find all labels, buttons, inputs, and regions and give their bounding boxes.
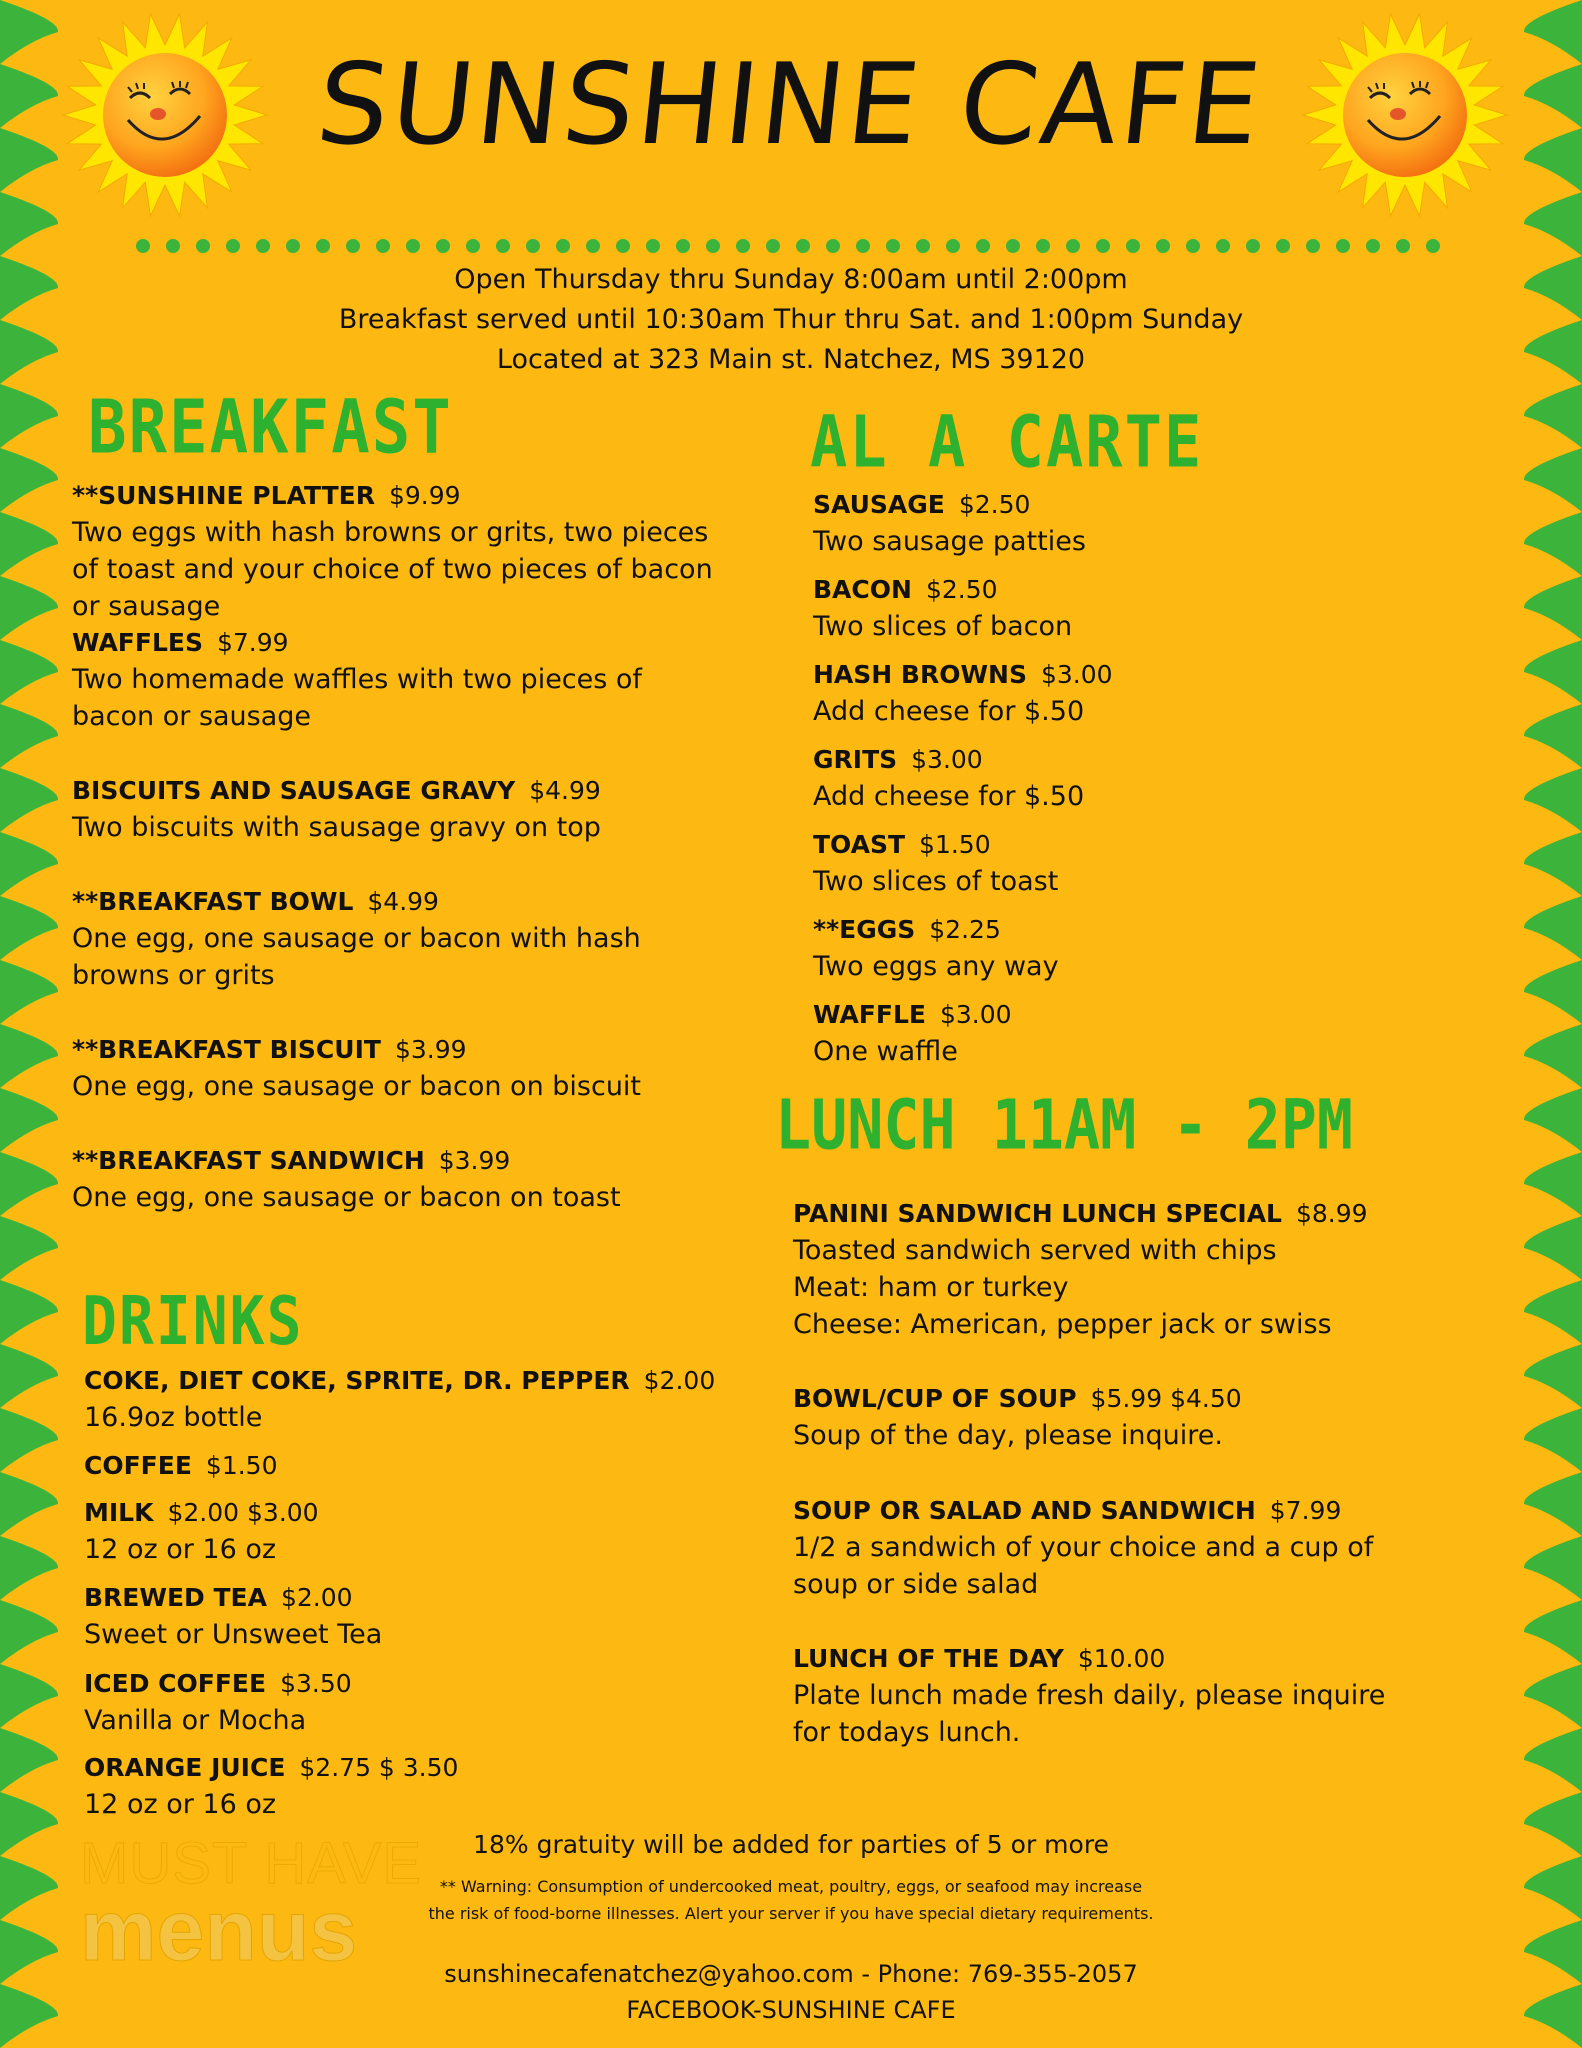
- item-price: $2.00: [643, 1366, 716, 1395]
- item-price: $10.00: [1077, 1644, 1166, 1673]
- divider-dot: [406, 239, 420, 253]
- menu-item: [72, 773, 732, 884]
- item-description: Two eggs any way: [813, 951, 1059, 982]
- item-price: $4.99: [529, 776, 601, 805]
- item-name: BISCUITS AND SAUSAGE GRAVY: [72, 776, 516, 805]
- divider-dot: [1306, 239, 1320, 253]
- menu-item: [72, 1143, 732, 1216]
- item-description: One waffle: [813, 1036, 958, 1067]
- menu-item: [793, 1493, 1413, 1641]
- divider-dot: [766, 239, 780, 253]
- item-name: LUNCH OF THE DAY: [793, 1644, 1064, 1673]
- divider-dot: [826, 239, 840, 253]
- item-price: $4.99: [367, 887, 439, 916]
- divider-dot: [1126, 239, 1140, 253]
- divider-dot: [346, 239, 360, 253]
- gratuity-note: 18% gratuity will be added for parties of 5 or more: [473, 1830, 1109, 1859]
- menu-item: [813, 657, 1373, 742]
- page-title: SUNSHINE CAFE: [310, 40, 1270, 170]
- item-description: Two biscuits with sausage gravy on top: [72, 812, 601, 843]
- item-description: Add cheese for $.50: [813, 696, 1085, 727]
- menu-item: [813, 572, 1373, 657]
- item-name: **BREAKFAST BISCUIT: [72, 1035, 381, 1064]
- hours-line: Open Thursday thru Sunday 8:00am until 2:00pm: [454, 264, 1128, 295]
- item-name: HASH BROWNS: [813, 660, 1027, 689]
- item-name: COFFEE: [84, 1451, 192, 1480]
- menu-item: [72, 478, 732, 625]
- item-price: $2.25: [929, 915, 1001, 944]
- divider-dot: [1336, 239, 1350, 253]
- item-description: Soup of the day, please inquire.: [793, 1420, 1223, 1451]
- menu-item: [72, 625, 732, 773]
- divider-dot: [1096, 239, 1110, 253]
- food-warning-line-2: the risk of food-borne illnesses. Alert your server if you have special dietary requirements.: [428, 1904, 1154, 1923]
- item-name: COKE, DIET COKE, SPRITE, DR. PEPPER: [84, 1366, 630, 1395]
- item-name: TOAST: [813, 830, 906, 859]
- item-name: **BREAKFAST BOWL: [72, 887, 354, 916]
- item-description: One egg, one sausage or bacon on biscuit: [72, 1071, 642, 1102]
- item-name: SOUP OR SALAD AND SANDWICH: [793, 1496, 1256, 1525]
- item-price: $3.00: [939, 1000, 1012, 1029]
- item-name: **BREAKFAST SANDWICH: [72, 1146, 425, 1175]
- divider-dot: [286, 239, 300, 253]
- divider-dot: [856, 239, 870, 253]
- divider-dot: [1246, 239, 1260, 253]
- item-name: BOWL/CUP OF SOUP: [793, 1384, 1077, 1413]
- item-price: $8.99: [1295, 1199, 1368, 1228]
- item-price: $2.00: [280, 1583, 353, 1612]
- divider-dot: [1036, 239, 1050, 253]
- item-price: $3.99: [394, 1035, 467, 1064]
- divider-dot: [736, 239, 750, 253]
- divider-dot: [1276, 239, 1290, 253]
- item-name: **EGGS: [813, 915, 916, 944]
- item-price: $7.99: [1269, 1496, 1342, 1525]
- menu-item: [793, 1381, 1413, 1493]
- item-description: 12 oz or 16 oz: [84, 1789, 277, 1820]
- contact-line: sunshinecafenatchez@yahoo.com - Phone: 769-355-2057: [444, 1960, 1138, 1988]
- item-price: $7.99: [216, 628, 289, 657]
- item-name: **SUNSHINE PLATTER: [72, 481, 375, 510]
- watermark-line-2: menus: [80, 1883, 358, 1979]
- divider-dot: [196, 239, 210, 253]
- item-name: BACON: [813, 575, 912, 604]
- breakfast-hours-line: Breakfast served until 10:30am Thur thru Sat. and 1:00pm Sunday: [338, 304, 1244, 335]
- lunch-list: [793, 1196, 1413, 1751]
- divider-dot: [706, 239, 720, 253]
- watermark-line-1: MUST HAVE: [80, 1831, 423, 1896]
- item-description: Vanilla or Mocha: [84, 1705, 307, 1736]
- divider-dot: [1216, 239, 1230, 253]
- item-description: Two eggs with hash browns or grits, two pieces of toast and your choice of two pieces of bacon or sausage: [72, 517, 713, 622]
- divider-dot: [976, 239, 990, 253]
- divider-dot: [466, 239, 480, 253]
- item-price: $3.50: [280, 1669, 352, 1698]
- divider-dot: [1366, 239, 1380, 253]
- divider-dot: [526, 239, 540, 253]
- item-name: SAUSAGE: [813, 490, 945, 519]
- divider-dot: [226, 239, 240, 253]
- divider-dot: [136, 239, 150, 253]
- item-description: Toasted sandwich served with chips Meat: ham or turkey Cheese: American, pepper jack or swiss: [793, 1235, 1332, 1340]
- menu-item: [813, 827, 1373, 912]
- menu-item: [813, 487, 1373, 572]
- divider-dot: [1006, 239, 1020, 253]
- item-price: $3.99: [438, 1146, 511, 1175]
- divider-dot: [1396, 239, 1410, 253]
- item-name: ICED COFFEE: [84, 1669, 267, 1698]
- item-description: Two sausage patties: [813, 526, 1086, 557]
- item-name: WAFFLE: [813, 1000, 926, 1029]
- alacarte-list: [813, 487, 1373, 1070]
- facebook-line: FACEBOOK-SUNSHINE CAFE: [626, 1996, 956, 2024]
- divider-dot: [916, 239, 930, 253]
- lunch-heading: LUNCH 11AM - 2PM: [775, 1085, 1353, 1166]
- item-description: Add cheese for $.50: [813, 781, 1085, 812]
- divider-dot: [1156, 239, 1170, 253]
- item-description: One egg, one sausage or bacon on toast: [72, 1182, 621, 1213]
- drinks-list: [84, 1363, 744, 1823]
- item-price: $3.00: [911, 745, 983, 774]
- breakfast-heading: BREAKFAST: [88, 386, 453, 472]
- item-price: $3.00: [1040, 660, 1113, 689]
- food-warning-line-1: ** Warning: Consumption of undercooked meat, poultry, eggs, or seafood may increase: [439, 1877, 1143, 1896]
- dotted-divider: [135, 238, 1440, 254]
- divider-dot: [496, 239, 510, 253]
- menu-item: [793, 1641, 1413, 1751]
- drinks-heading: DRINKS: [82, 1282, 304, 1361]
- sun-face-icon: [1300, 10, 1510, 220]
- item-description: 1/2 a sandwich of your choice and a cup of soup or side salad: [793, 1532, 1374, 1600]
- alacarte-heading: AL A CARTE: [810, 400, 1204, 484]
- item-description: Two homemade waffles with two pieces of bacon or sausage: [72, 664, 642, 732]
- item-description: Two slices of toast: [813, 866, 1059, 897]
- item-name: ORANGE JUICE: [84, 1753, 286, 1782]
- divider-dot: [946, 239, 960, 253]
- item-price: $1.50: [919, 830, 991, 859]
- item-price: $2.50: [925, 575, 998, 604]
- item-name: GRITS: [813, 745, 898, 774]
- divider-dot: [1426, 239, 1440, 253]
- item-description: 16.9oz bottle: [84, 1402, 263, 1433]
- item-price: $1.50: [205, 1451, 278, 1480]
- menu-item: [813, 997, 1373, 1070]
- divider-dot: [376, 239, 390, 253]
- menu-item: [813, 742, 1373, 827]
- divider-dot: [256, 239, 270, 253]
- divider-dot: [166, 239, 180, 253]
- menu-item: [813, 912, 1373, 997]
- item-description: Two slices of bacon: [813, 611, 1073, 642]
- item-name: BREWED TEA: [84, 1583, 267, 1612]
- divider-dot: [1066, 239, 1080, 253]
- menu-item: [84, 1448, 744, 1495]
- menu-item: [84, 1750, 744, 1823]
- item-description: One egg, one sausage or bacon with hash browns or grits: [72, 923, 641, 991]
- menu-item: [84, 1580, 744, 1666]
- divider-dot: [586, 239, 600, 253]
- item-price: $2.75 $ 3.50: [299, 1753, 459, 1782]
- breakfast-list: [72, 478, 732, 1216]
- menu-item: [793, 1196, 1413, 1381]
- item-name: WAFFLES: [72, 628, 203, 657]
- menu-item: [84, 1495, 744, 1580]
- item-name: PANINI SANDWICH LUNCH SPECIAL: [793, 1199, 1282, 1228]
- item-price: $2.00 $3.00: [167, 1498, 319, 1527]
- item-name: MILK: [84, 1498, 154, 1527]
- divider-dot: [676, 239, 690, 253]
- item-price: $2.50: [958, 490, 1031, 519]
- item-description: Plate lunch made fresh daily, please inquire for todays lunch.: [793, 1680, 1386, 1748]
- divider-dot: [646, 239, 660, 253]
- divider-dot: [316, 239, 330, 253]
- divider-dot: [436, 239, 450, 253]
- hours-location-info: [0, 260, 1582, 380]
- address-line: Located at 323 Main st. Natchez, MS 39120: [496, 344, 1086, 375]
- divider-dot: [1186, 239, 1200, 253]
- menu-item: [72, 1032, 732, 1143]
- divider-dot: [886, 239, 900, 253]
- item-price: $9.99: [388, 481, 461, 510]
- item-description: Sweet or Unsweet Tea: [84, 1619, 383, 1650]
- menu-item: [72, 884, 732, 1032]
- divider-dot: [616, 239, 630, 253]
- divider-dot: [556, 239, 570, 253]
- sun-face-icon: [60, 10, 270, 220]
- item-price: $5.99 $4.50: [1090, 1384, 1242, 1413]
- item-description: 12 oz or 16 oz: [84, 1534, 277, 1565]
- menu-item: [84, 1666, 744, 1750]
- menu-item: [84, 1363, 744, 1448]
- divider-dot: [796, 239, 810, 253]
